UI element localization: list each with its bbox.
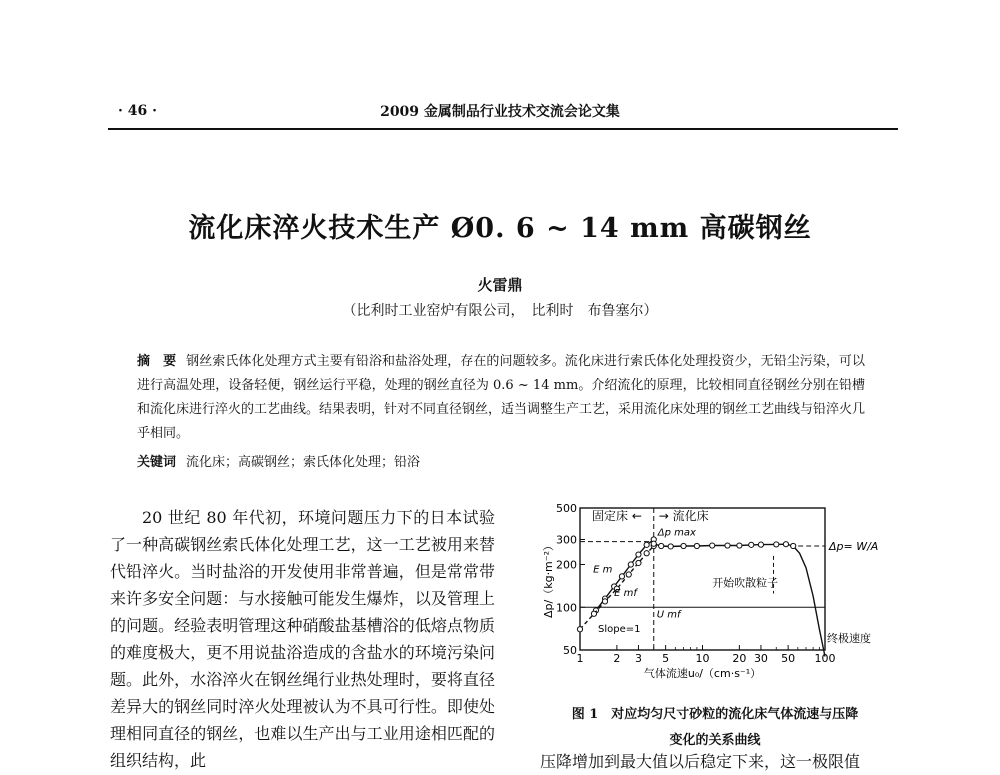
- data-point: [783, 542, 788, 547]
- abstract-text: 钢丝索氏体化处理方式主要有铅浴和盐浴处理，存在的问题较多。流化床进行索氏体化处理投资少，无铅尘污染，可以进行高温处理，设备轻便，钢丝运行平稳，处理的钢丝直径为 0.6 ~ 14 mm。介绍流化的原理，比较相同直径钢丝分别在铅槽和流化床进行淬火的工艺曲线。结果表明，针对不同直径钢丝，适当调整生产工艺，采用流化床处理的钢丝工艺曲线与铅淬火几乎相同。: [137, 354, 866, 441]
- data-point: [626, 572, 631, 577]
- y-tick-label: 300: [556, 533, 577, 547]
- data-point: [636, 552, 641, 557]
- x-axis-title: 气体流速u₀/（cm·s⁻¹）: [643, 667, 762, 680]
- data-point: [725, 543, 730, 548]
- data-point: [577, 627, 582, 632]
- figure-caption-line2: 变化的关系曲线: [669, 733, 761, 748]
- label-emf: E mf: [614, 588, 637, 600]
- page-number: · 46 ·: [118, 103, 157, 119]
- label-dp-eq: Δp= W/A: [829, 540, 879, 554]
- paper-title: 流化床淬火技术生产 Ø0. 6 ~ 14 mm 高碳钢丝: [188, 213, 812, 244]
- figure-caption: [540, 702, 890, 754]
- affiliation: （比利时工业窑炉有限公司， 比利时 布鲁塞尔）: [342, 303, 658, 319]
- label-em: E m: [593, 564, 613, 576]
- label-umf: U mf: [656, 609, 681, 621]
- body-text: [110, 504, 495, 774]
- abstract: [137, 350, 865, 446]
- data-point: [602, 599, 607, 604]
- data-point: [659, 543, 664, 548]
- series-line: [654, 544, 825, 657]
- header-rule: [108, 128, 898, 130]
- figure-chart: [540, 500, 890, 690]
- data-point: [668, 544, 673, 549]
- running-title: 2009 金属制品行业技术交流会论文集: [380, 104, 620, 120]
- label-start-blow: 开始吹散粒子: [712, 576, 779, 590]
- label-fixed-bed: 固定床 ←: [592, 509, 642, 523]
- x-tick-label: 50: [781, 652, 796, 665]
- figure-caption-line1: 图 1 对应均匀尺寸砂粒的流化床气体流速与压降: [571, 707, 859, 722]
- keywords-text: 流化床；高碳钢丝；索氏体化处理；铅浴: [186, 455, 421, 470]
- label-dp-max: Δp max: [657, 527, 696, 539]
- x-tick-label: 30: [753, 652, 768, 665]
- y-axis-title: Δp/（kg·m⁻²）: [542, 540, 555, 618]
- y-tick-label: 50: [563, 644, 577, 657]
- label-terminal-velocity: 终极速度: [827, 632, 871, 645]
- data-point: [591, 611, 596, 616]
- keywords-label: 关键词: [137, 455, 177, 470]
- data-point: [644, 542, 649, 547]
- body-paragraph: 20 世纪 80 年代初，环境问题压力下的日本试验了一种高碳钢丝索氏体化处理工艺，这一工艺被用来替代铅淬火。当时盐浴的开发使用非常普遍，但是常常带来许多安全问题：与水接触可能发生爆炸，以及管理上的问题。经验表明管理这种硝酸盐基槽浴的低熔点物质的难度极大，更不用说盐浴造成的含盐水的环境污染问题。此外，水浴淬火在钢丝绳行业热处理时，要将直径差异大的钢丝同时淬火处理被认为不具可行性。即使处理相同直径的钢丝，也难以生产出与工业用途相匹配的组织结构，此: [110, 508, 495, 770]
- label-slope: Slope=1: [598, 624, 641, 635]
- abstract-label: 摘 要: [137, 354, 177, 369]
- x-tick-label: 20: [732, 652, 747, 665]
- x-tick-label: 100: [814, 652, 836, 665]
- x-tick-label: 3: [634, 652, 642, 665]
- data-point: [710, 543, 715, 548]
- data-point: [694, 543, 699, 548]
- x-tick-label: 2: [613, 652, 621, 665]
- author: 火雷鼎: [477, 276, 523, 294]
- data-point: [636, 560, 641, 565]
- data-point: [644, 551, 649, 556]
- data-point: [758, 542, 763, 547]
- data-point: [651, 541, 656, 546]
- x-tick-label: 5: [662, 652, 670, 665]
- data-point: [749, 542, 754, 547]
- x-tick-label: 1: [576, 652, 584, 665]
- y-tick-label: 500: [556, 502, 577, 515]
- x-tick-label: 10: [695, 652, 710, 665]
- y-tick-label: 200: [556, 558, 577, 572]
- label-fluid-bed: → 流化床: [658, 509, 709, 523]
- y-tick-label: 100: [556, 601, 577, 615]
- data-point: [737, 543, 742, 548]
- keywords: [137, 451, 865, 470]
- data-point: [619, 574, 624, 579]
- right-column-text: 压降增加到最大值以后稳定下来，这一极限值: [540, 752, 861, 771]
- plot-area: [542, 502, 878, 680]
- data-point: [774, 542, 779, 547]
- data-point: [681, 543, 686, 548]
- data-point: [628, 562, 633, 567]
- data-point: [791, 543, 796, 548]
